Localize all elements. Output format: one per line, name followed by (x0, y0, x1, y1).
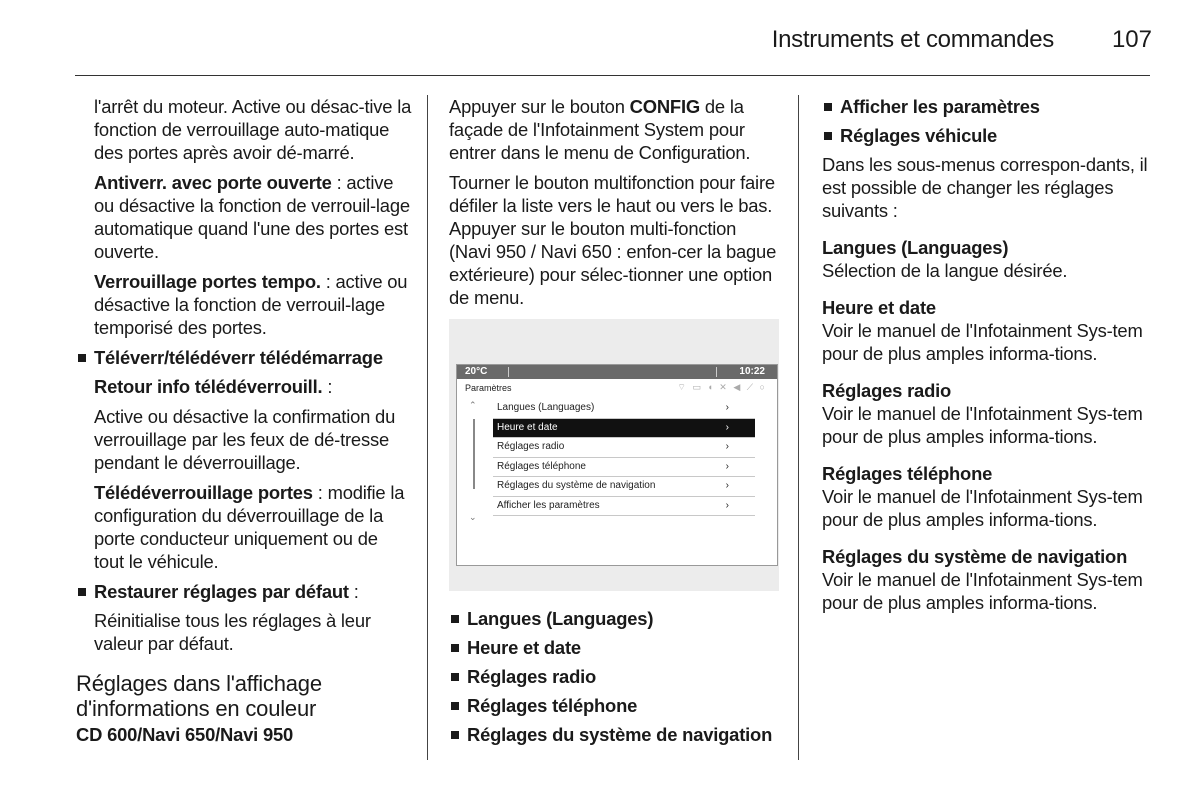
header-rule (75, 75, 1150, 76)
text-run: de la façade de l'Infotainment System pour entrer dans le menu de Configuration. (449, 96, 751, 163)
paragraph-tempo (76, 270, 412, 339)
section-title: Réglages téléphone (822, 463, 993, 484)
status-divider (508, 367, 509, 377)
temperature-readout: 20°C (465, 366, 488, 377)
setting-text: : (348, 581, 359, 602)
setting-label: Verrouillage portes tempo. (94, 271, 321, 292)
page-number: 107 (1111, 26, 1152, 53)
paragraph-engine-lock: l'arrêt du moteur. Active ou désac-tive la fonction de verrouillage auto-matique des portes après avoir dé-marré. (94, 96, 412, 163)
menu-item-label: Réglages du système de navigation (497, 480, 656, 491)
status-icons: ⌔ ▭ ◖ ✕ ◀ ⟋ ○ (677, 382, 767, 392)
paragraph-retour (76, 375, 412, 398)
section-phone (822, 462, 1152, 531)
section-text: Voir le manuel de l'Infotainment Sys-tem pour de plus amples informa-tions. (822, 569, 1143, 613)
column-left (76, 95, 412, 746)
list-item: Réglages radio (449, 665, 781, 688)
settings-menu-list (493, 399, 755, 516)
paragraph-teledev (76, 481, 412, 573)
chevron-right-icon: › (725, 441, 729, 452)
section-heading: Réglages dans l'affichage d'informations en couleur (76, 671, 322, 721)
section-navigation (822, 545, 1152, 614)
menu-item-navigation[interactable] (493, 477, 755, 497)
section-text: Voir le manuel de l'Infotainment Sys-tem pour de plus amples informa-tions. (822, 403, 1143, 447)
column-right (822, 95, 1152, 628)
scrollbar[interactable] (467, 399, 481, 522)
clock-readout: 10:22 (739, 366, 765, 377)
settings-screen-figure (449, 319, 779, 591)
chevron-right-icon: › (725, 460, 729, 472)
menu-item-radio[interactable] (493, 438, 755, 458)
list-item: Heure et date (449, 636, 781, 659)
menu-item-display[interactable] (493, 497, 755, 517)
column-divider (798, 95, 799, 760)
section-languages (822, 236, 1152, 282)
infotainment-screen (456, 364, 778, 566)
menu-item-label: Heure et date (497, 421, 558, 433)
bullet-remote-lock: Téléverr/télédéverr télédémarrage (76, 346, 412, 369)
paragraph-antiverr (76, 171, 412, 263)
column-divider (427, 95, 428, 760)
chevron-right-icon: › (725, 402, 729, 413)
setting-label: Restaurer réglages par défaut (94, 581, 349, 602)
section-title: Réglages du système de navigation (822, 546, 1128, 567)
menu-item-time-date[interactable] (493, 419, 755, 439)
setting-label: Retour info télédéverrouill. (94, 376, 323, 397)
section-title: Langues (Languages) (822, 237, 1009, 258)
screen-status-bar (457, 365, 777, 379)
config-button-label: CONFIG (629, 96, 700, 117)
list-item: Réglages du système de navigation (449, 723, 781, 746)
screen-title: Paramètres (465, 383, 512, 393)
list-item: Réglages véhicule (822, 124, 1152, 147)
chapter-title: Instruments et commandes (771, 26, 1054, 53)
setting-label: Antiverr. avec porte ouverte (94, 172, 332, 193)
list-item: Langues (Languages) (449, 607, 781, 630)
menu-item-label: Langues (Languages) (497, 402, 595, 413)
menu-item-label: Réglages téléphone (497, 460, 586, 472)
chevron-right-icon: › (725, 421, 729, 433)
paragraph-retour-text: Active ou désactive la confirmation du verrouillage par les feux de dé-tresse pendant le déverrouillage. (94, 406, 396, 473)
scroll-up-icon[interactable]: ⌃ (469, 400, 477, 410)
menu-item-phone[interactable] (493, 458, 755, 478)
bullet-restore (76, 580, 412, 603)
chevron-right-icon: › (725, 499, 729, 511)
setting-text: : modifie la configuration du déverrouillage de la porte conducteur uniquement ou de tout le véhicule. (94, 482, 405, 572)
section-radio (822, 379, 1152, 448)
status-divider (716, 367, 717, 377)
paragraph-multifunction: Tourner le bouton multifonction pour faire défiler la liste vers le haut ou vers le bas. Appuyer sur le bouton multi-fonction (Navi 950 / Navi 650 : enfon-cer la bague extérieure) pour sélec-tionner une option de menu. (449, 172, 777, 308)
chevron-right-icon: › (725, 480, 729, 491)
section-text: Sélection de la langue désirée. (822, 260, 1068, 281)
setting-text: : (322, 376, 333, 397)
paragraph-config (449, 95, 781, 164)
menu-item-languages[interactable] (493, 399, 755, 419)
section-text: Voir le manuel de l'Infotainment Sys-tem pour de plus amples informa-tions. (822, 320, 1143, 364)
list-item: Afficher les paramètres (822, 95, 1152, 118)
column-middle (449, 95, 781, 752)
paragraph-intro: Dans les sous-menus correspon-dants, il est possible de changer les réglages suivants : (822, 154, 1148, 221)
scroll-track (473, 419, 475, 489)
setting-label: Télédéverrouillage portes (94, 482, 313, 503)
text-run: Appuyer sur le bouton (449, 96, 630, 117)
section-title: Réglages radio (822, 380, 952, 401)
menu-item-label: Afficher les paramètres (497, 499, 600, 511)
section-time-date (822, 296, 1152, 365)
setting-text: : active ou désactive la fonction de verrouil-lage automatique quand l'une des portes est ouverte. (94, 172, 410, 262)
menu-item-label: Réglages radio (497, 441, 565, 452)
section-text: Voir le manuel de l'Infotainment Sys-tem pour de plus amples informa-tions. (822, 486, 1143, 530)
section-title: Heure et date (822, 297, 936, 318)
paragraph-restore-text: Réinitialise tous les réglages à leur valeur par défaut. (94, 610, 371, 654)
setting-text: : active ou désactive la fonction de verrouil-lage temporisé des portes. (94, 271, 408, 338)
scroll-down-icon[interactable]: ⌄ (469, 512, 477, 522)
section-subheading: CD 600/Navi 650/Navi 950 (76, 724, 294, 745)
list-item: Réglages téléphone (449, 694, 781, 717)
